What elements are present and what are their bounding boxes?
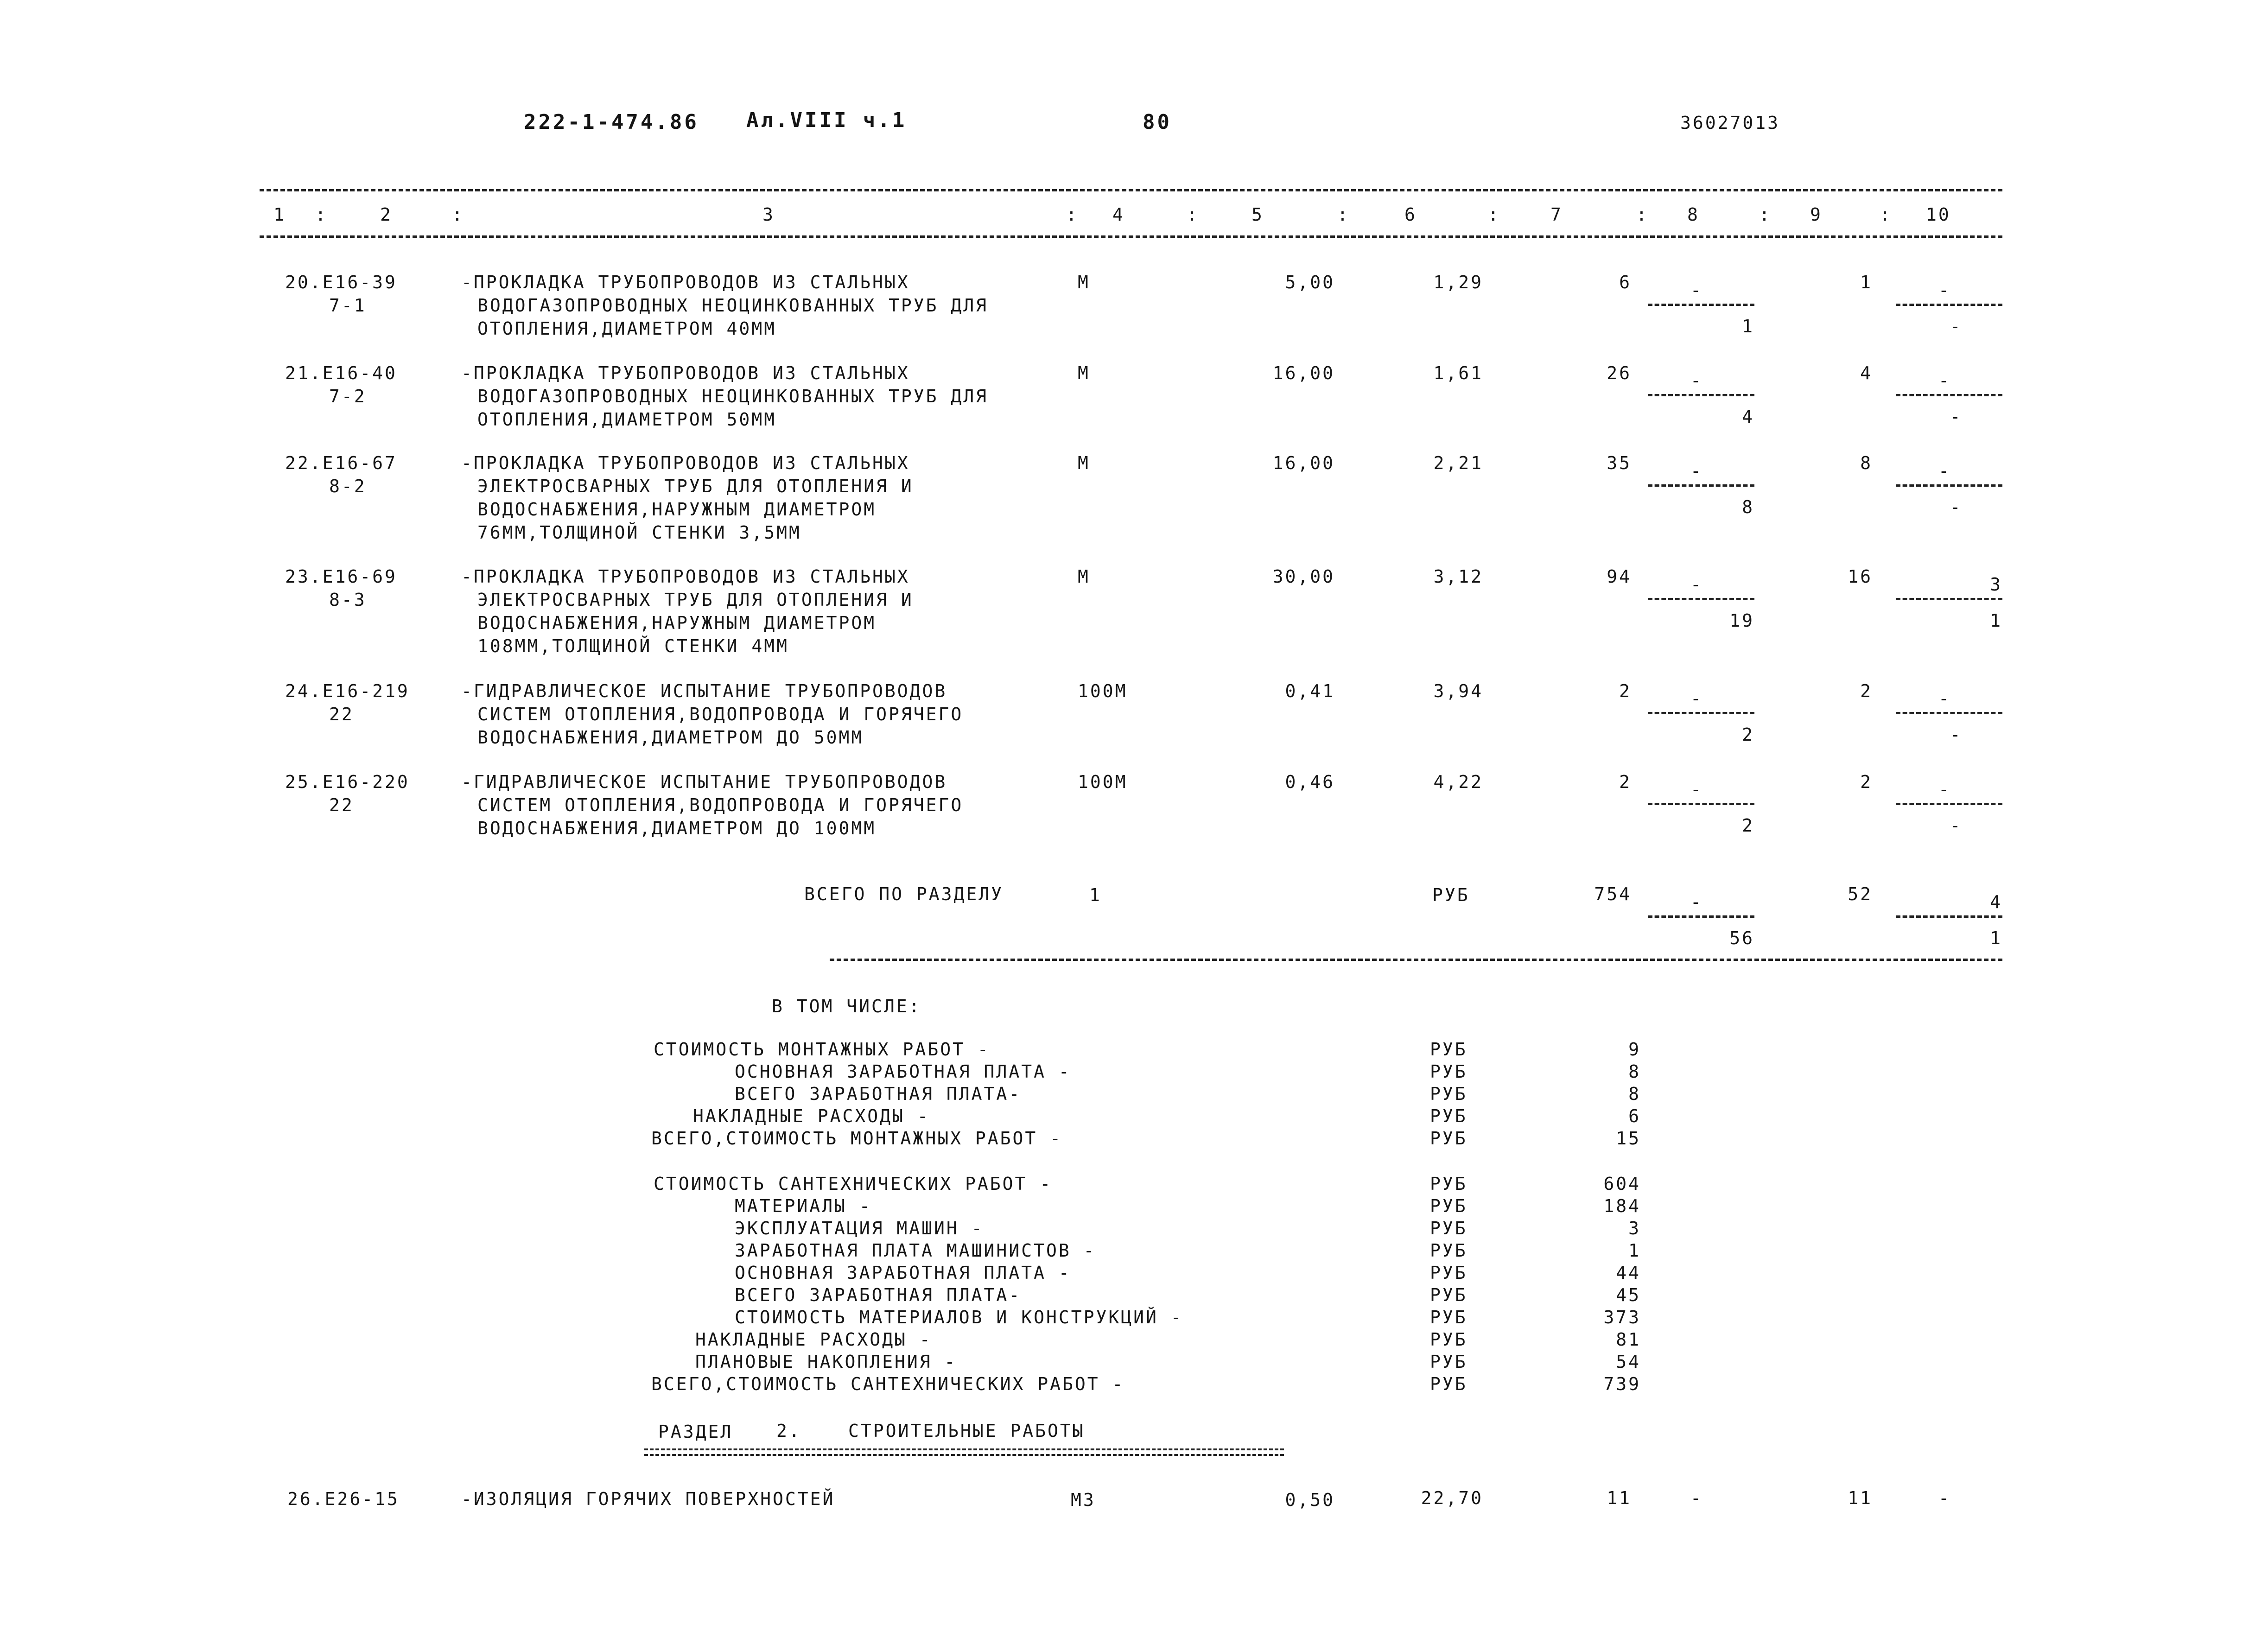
- row-col8-bottom: 8: [1742, 497, 1754, 517]
- col-num-8: 8: [1687, 204, 1700, 225]
- col-sep: :: [1187, 204, 1199, 225]
- row-unit: М: [1078, 363, 1090, 383]
- row-code: 25.Е16-220: [285, 772, 410, 792]
- col-num-1: 1: [273, 204, 286, 225]
- row-col10-bottom: -: [1950, 724, 1963, 745]
- section2-number: 2.: [776, 1421, 801, 1441]
- row-price: 3,12: [1433, 566, 1483, 587]
- row-desc-line: ВОДОСНАБЖЕНИЯ,ДИАМЕТРОМ ДО 50ММ: [477, 727, 864, 748]
- fraction-line: [1896, 394, 2002, 396]
- summary-unit: РУБ: [1430, 1128, 1468, 1149]
- summary-line: НАКЛАДНЫЕ РАСХОДЫ -: [695, 1329, 932, 1350]
- document-code: 36027013: [1680, 113, 1780, 133]
- col-sep: :: [1066, 204, 1079, 225]
- summary-unit: РУБ: [1430, 1374, 1468, 1394]
- row-col9: 1: [1860, 272, 1873, 292]
- fraction-line: [1648, 712, 1754, 714]
- row-desc-line: -ИЗОЛЯЦИЯ ГОРЯЧИХ ПОВЕРХНОСТЕЙ: [461, 1489, 835, 1509]
- col-num-9: 9: [1810, 204, 1823, 225]
- row-col9: 2: [1860, 681, 1873, 701]
- summary-line: ВСЕГО ЗАРАБОТНАЯ ПЛАТА-: [735, 1084, 1022, 1104]
- row-total: 6: [1619, 272, 1632, 292]
- header-rule-top: [260, 189, 2002, 191]
- col-sep: :: [1488, 204, 1500, 225]
- row-col10-top: -: [1938, 779, 1951, 800]
- row-desc-line: ВОДОСНАБЖЕНИЯ,НАРУЖНЫМ ДИАМЕТРОМ: [477, 613, 877, 633]
- summary-line: НАКЛАДНЫЕ РАСХОДЫ -: [693, 1106, 930, 1126]
- summary-value: 373: [1603, 1307, 1641, 1327]
- col-sep: :: [1337, 204, 1350, 225]
- row-quantity: 0,41: [1285, 681, 1335, 701]
- summary-unit: РУБ: [1430, 1329, 1468, 1350]
- row-code-sub: 7-1: [329, 295, 367, 316]
- row-price: 1,29: [1433, 272, 1483, 292]
- fraction-line: [1896, 304, 2002, 306]
- col-num-4: 4: [1112, 204, 1125, 225]
- summary-value: 739: [1603, 1374, 1641, 1394]
- col-num-6: 6: [1404, 204, 1417, 225]
- row-col8-bottom: 19: [1729, 610, 1754, 631]
- row-desc-line: -ГИДРАВЛИЧЕСКОЕ ИСПЫТАНИЕ ТРУБОПРОВОДОВ: [461, 681, 947, 701]
- row-total: 94: [1607, 566, 1632, 587]
- row-col8: -: [1690, 1488, 1703, 1508]
- row-col8-top: -: [1690, 280, 1703, 300]
- summary-unit: РУБ: [1430, 1196, 1468, 1216]
- row-desc-line: ОТОПЛЕНИЯ,ДИАМЕТРОМ 50ММ: [477, 409, 777, 430]
- summary-unit: РУБ: [1430, 1285, 1468, 1305]
- row-price: 4,22: [1433, 772, 1483, 792]
- row-desc-line: ВОДОСНАБЖЕНИЯ,ДИАМЕТРОМ ДО 100ММ: [477, 818, 877, 838]
- fraction-line: [1648, 304, 1754, 306]
- row-quantity: 0,46: [1285, 772, 1335, 792]
- row-col8-top: -: [1690, 370, 1703, 391]
- summary-line: ВСЕГО,СТОИМОСТЬ МОНТАЖНЫХ РАБОТ -: [651, 1128, 1062, 1149]
- row-desc-line: -ПРОКЛАДКА ТРУБОПРОВОДОВ ИЗ СТАЛЬНЫХ: [461, 363, 910, 383]
- row-price: 22,70: [1421, 1488, 1483, 1508]
- row-col10-top: 3: [1990, 574, 2002, 595]
- section-total-col9: 52: [1848, 884, 1873, 904]
- row-unit: 100М: [1078, 681, 1128, 701]
- section-total-col10-top: 4: [1990, 892, 2002, 912]
- summary-line: ОСНОВНАЯ ЗАРАБОТНАЯ ПЛАТА -: [735, 1061, 1071, 1082]
- row-col8-top: -: [1690, 461, 1703, 481]
- col-num-7: 7: [1550, 204, 1563, 225]
- row-code: 21.Е16-40: [285, 363, 397, 383]
- row-desc-line: СИСТЕМ ОТОПЛЕНИЯ,ВОДОПРОВОДА И ГОРЯЧЕГО: [477, 704, 964, 724]
- row-col8-bottom: 1: [1742, 316, 1754, 337]
- section-total-col8-bottom: 56: [1729, 928, 1754, 948]
- summary-line: СТОИМОСТЬ МОНТАЖНЫХ РАБОТ -: [654, 1039, 990, 1060]
- row-quantity: 0,50: [1285, 1490, 1335, 1510]
- row-code-sub: 8-2: [329, 476, 367, 496]
- row-total: 26: [1607, 363, 1632, 383]
- row-desc-line: ВОДОГАЗОПРОВОДНЫХ НЕОЦИНКОВАННЫХ ТРУБ ДЛЯ: [477, 386, 988, 406]
- summary-unit: РУБ: [1430, 1263, 1468, 1283]
- row-unit: М: [1078, 566, 1090, 587]
- summary-value: 604: [1603, 1174, 1641, 1194]
- row-code: 20.Е16-39: [285, 272, 397, 292]
- section-total-rule: [830, 959, 2002, 961]
- row-col10-top: -: [1938, 280, 1951, 300]
- fraction-line: [1896, 915, 2002, 918]
- fraction-line: [1896, 712, 2002, 714]
- row-code: 24.Е16-219: [285, 681, 410, 701]
- summary-line: СТОИМОСТЬ САНТЕХНИЧЕСКИХ РАБОТ -: [654, 1174, 1053, 1194]
- row-quantity: 30,00: [1272, 566, 1335, 587]
- row-code: 23.Е16-69: [285, 566, 397, 587]
- summary-value: 9: [1628, 1039, 1641, 1060]
- row-desc-line: ОТОПЛЕНИЯ,ДИАМЕТРОМ 40ММ: [477, 318, 777, 339]
- row-unit: 100М: [1078, 772, 1128, 792]
- summary-unit: РУБ: [1430, 1240, 1468, 1261]
- col-sep: :: [452, 204, 464, 225]
- summary-line: ОСНОВНАЯ ЗАРАБОТНАЯ ПЛАТА -: [735, 1263, 1071, 1283]
- row-code-sub: 22: [329, 704, 354, 724]
- summary-value: 8: [1628, 1084, 1641, 1104]
- including-label: В ТОМ ЧИСЛЕ:: [772, 996, 921, 1016]
- summary-unit: РУБ: [1430, 1039, 1468, 1060]
- row-code-sub: 7-2: [329, 386, 367, 406]
- header-rule-bottom: [260, 235, 2002, 238]
- row-col8-top: -: [1690, 779, 1703, 800]
- row-col10: -: [1938, 1488, 1951, 1508]
- document-number: 222-1-474.86: [524, 110, 699, 134]
- row-col9: 11: [1848, 1488, 1873, 1508]
- summary-value: 3: [1628, 1218, 1641, 1239]
- row-quantity: 16,00: [1272, 363, 1335, 383]
- row-desc-line: ЭЛЕКТРОСВАРНЫХ ТРУБ ДЛЯ ОТОПЛЕНИЯ И: [477, 476, 914, 496]
- fraction-line: [1896, 803, 2002, 805]
- section2-label: РАЗДЕЛ: [658, 1422, 733, 1442]
- row-col9: 8: [1860, 453, 1873, 473]
- summary-value: 81: [1616, 1329, 1641, 1350]
- summary-line: ЗАРАБОТНАЯ ПЛАТА МАШИНИСТОВ -: [735, 1240, 1096, 1261]
- row-col8-bottom: 2: [1742, 724, 1754, 745]
- row-col8-bottom: 4: [1742, 406, 1754, 427]
- row-col10-bottom: -: [1950, 815, 1963, 836]
- row-total: 2: [1619, 772, 1632, 792]
- summary-unit: РУБ: [1430, 1218, 1468, 1239]
- summary-value: 184: [1603, 1196, 1641, 1216]
- row-price: 3,94: [1433, 681, 1483, 701]
- row-unit: М: [1078, 272, 1090, 292]
- col-num-10: 10: [1926, 204, 1951, 225]
- row-unit: М: [1078, 453, 1090, 473]
- row-quantity: 5,00: [1285, 272, 1335, 292]
- row-col9: 2: [1860, 772, 1873, 792]
- summary-line: ПЛАНОВЫЕ НАКОПЛЕНИЯ -: [695, 1352, 957, 1372]
- section-total-col10-bottom: 1: [1990, 928, 2002, 948]
- row-desc-line: СИСТЕМ ОТОПЛЕНИЯ,ВОДОПРОВОДА И ГОРЯЧЕГО: [477, 795, 964, 815]
- row-total: 35: [1607, 453, 1632, 473]
- row-price: 1,61: [1433, 363, 1483, 383]
- col-num-3: 3: [762, 204, 775, 225]
- fraction-line: [1648, 915, 1754, 918]
- col-num-5: 5: [1252, 204, 1264, 225]
- section-total-unit: РУБ: [1432, 885, 1470, 905]
- row-col10-top: -: [1938, 688, 1951, 709]
- row-desc-line: 108ММ,ТОЛЩИНОЙ СТЕНКИ 4ММ: [477, 636, 789, 656]
- row-desc-line: ВОДОСНАБЖЕНИЯ,НАРУЖНЫМ ДИАМЕТРОМ: [477, 499, 877, 520]
- summary-line: СТОИМОСТЬ МАТЕРИАЛОВ И КОНСТРУКЦИЙ -: [735, 1307, 1183, 1327]
- row-col10-top: -: [1938, 461, 1951, 481]
- page-number: 80: [1143, 110, 1172, 134]
- row-desc-line: ЭЛЕКТРОСВАРНЫХ ТРУБ ДЛЯ ОТОПЛЕНИЯ И: [477, 590, 914, 610]
- col-sep: :: [1759, 204, 1772, 225]
- section-total-col8-top: -: [1690, 892, 1703, 912]
- col-num-2: 2: [380, 204, 393, 225]
- row-col10-top: -: [1938, 370, 1951, 391]
- row-col8-bottom: 2: [1742, 815, 1754, 836]
- row-unit: М3: [1071, 1490, 1096, 1510]
- section-total-label: ВСЕГО ПО РАЗДЕЛУ: [804, 884, 1004, 904]
- row-col10-bottom: -: [1950, 406, 1963, 427]
- row-desc-line: -ГИДРАВЛИЧЕСКОЕ ИСПЫТАНИЕ ТРУБОПРОВОДОВ: [461, 772, 947, 792]
- row-desc-line: ВОДОГАЗОПРОВОДНЫХ НЕОЦИНКОВАННЫХ ТРУБ ДЛЯ: [477, 295, 988, 316]
- fraction-line: [1648, 598, 1754, 600]
- row-quantity: 16,00: [1272, 453, 1335, 473]
- summary-value: 44: [1616, 1263, 1641, 1283]
- row-code-sub: 8-3: [329, 590, 367, 610]
- row-col9: 4: [1860, 363, 1873, 383]
- summary-unit: РУБ: [1430, 1061, 1468, 1082]
- summary-value: 8: [1628, 1061, 1641, 1082]
- row-col8-top: -: [1690, 688, 1703, 709]
- section-total-number: 1: [1089, 885, 1102, 905]
- col-sep: :: [315, 204, 328, 225]
- album-label: Ал.VIII ч.1: [746, 108, 907, 132]
- row-desc-line: -ПРОКЛАДКА ТРУБОПРОВОДОВ ИЗ СТАЛЬНЫХ: [461, 453, 910, 473]
- fraction-line: [1648, 803, 1754, 805]
- row-total: 2: [1619, 681, 1632, 701]
- row-desc-line: -ПРОКЛАДКА ТРУБОПРОВОДОВ ИЗ СТАЛЬНЫХ: [461, 566, 910, 587]
- summary-unit: РУБ: [1430, 1174, 1468, 1194]
- summary-value: 54: [1616, 1352, 1641, 1372]
- summary-unit: РУБ: [1430, 1352, 1468, 1372]
- summary-value: 1: [1628, 1240, 1641, 1261]
- row-code: 22.Е16-67: [285, 453, 397, 473]
- summary-line: ЭКСПЛУАТАЦИЯ МАШИН -: [735, 1218, 984, 1239]
- fraction-line: [1648, 394, 1754, 396]
- summary-value: 6: [1628, 1106, 1641, 1126]
- row-col9: 16: [1848, 566, 1873, 587]
- row-total: 11: [1607, 1488, 1632, 1508]
- row-code-sub: 22: [329, 795, 354, 815]
- col-sep: :: [1636, 204, 1649, 225]
- row-col8-top: -: [1690, 574, 1703, 595]
- summary-unit: РУБ: [1430, 1307, 1468, 1327]
- row-desc-line: 76ММ,ТОЛЩИНОЙ СТЕНКИ 3,5ММ: [477, 522, 801, 543]
- row-desc-line: -ПРОКЛАДКА ТРУБОПРОВОДОВ ИЗ СТАЛЬНЫХ: [461, 272, 910, 292]
- summary-line: МАТЕРИАЛЫ -: [735, 1196, 872, 1216]
- section-total-value: 754: [1594, 884, 1632, 904]
- fraction-line: [1648, 484, 1754, 487]
- row-price: 2,21: [1433, 453, 1483, 473]
- fraction-line: [1896, 484, 2002, 487]
- summary-line: ВСЕГО ЗАРАБОТНАЯ ПЛАТА-: [735, 1285, 1022, 1305]
- summary-unit: РУБ: [1430, 1106, 1468, 1126]
- summary-value: 15: [1616, 1128, 1641, 1149]
- summary-value: 45: [1616, 1285, 1641, 1305]
- summary-unit: РУБ: [1430, 1084, 1468, 1104]
- row-code: 26.Е26-15: [287, 1489, 400, 1509]
- row-col10-bottom: -: [1950, 316, 1963, 337]
- row-col10-bottom: -: [1950, 497, 1963, 517]
- section2-title: СТРОИТЕЛЬНЫЕ РАБОТЫ: [848, 1421, 1085, 1441]
- col-sep: :: [1880, 204, 1892, 225]
- fraction-line: [1896, 598, 2002, 600]
- row-col10-bottom: 1: [1990, 610, 2002, 631]
- section2-double-rule: [644, 1448, 1284, 1456]
- summary-line: ВСЕГО,СТОИМОСТЬ САНТЕХНИЧЕСКИХ РАБОТ -: [651, 1374, 1125, 1394]
